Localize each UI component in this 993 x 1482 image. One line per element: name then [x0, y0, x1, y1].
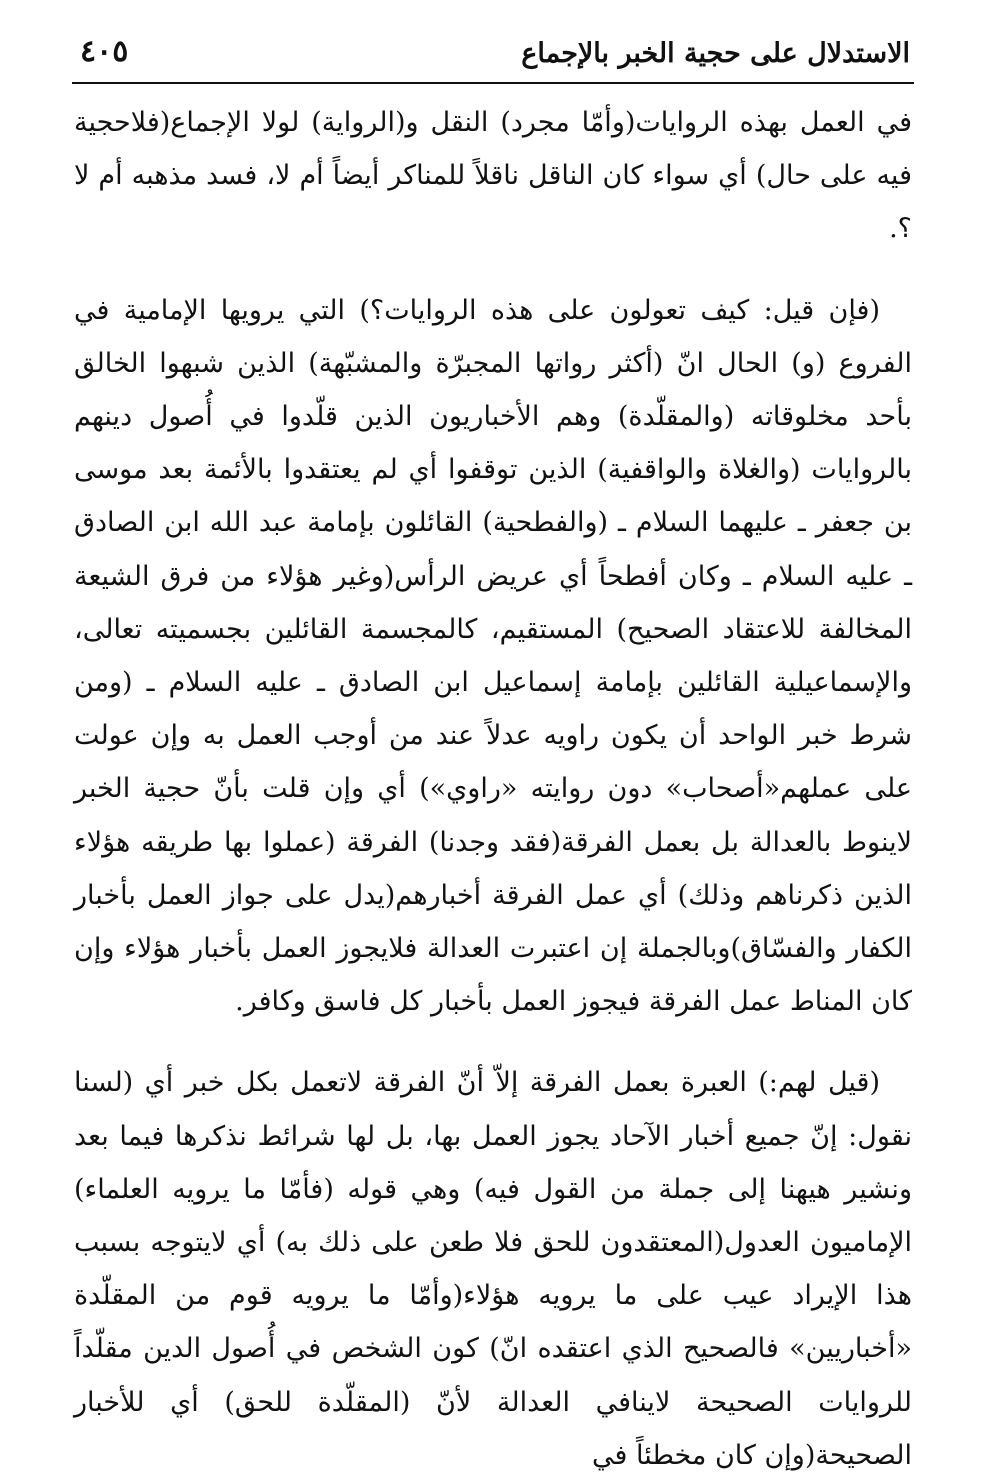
paragraph-1: في العمل بهذه الروايات(وأمّا مجرد) النقل و(الرواية) لولا الإجماع(فلاحجية فيه على حال) أي سواء كان الناقل ناقلاً للمناكر أيضاً أم لا، فسد مذهبه أم لا ؟.: [74, 107, 912, 245]
header-rule: [72, 82, 914, 84]
paragraph-spacer: [74, 1028, 912, 1056]
page-number: ٤٠٥: [80, 34, 129, 69]
page-header: [72, 30, 914, 94]
running-title: الاستدلال على حجية الخبر بالإجماع: [521, 38, 910, 69]
paragraph-2: (فإن قيل: كيف تعولون على هذه الروايات؟) التي يرويها الإمامية في الفروع (و) الحال انّ (أكثر رواتها المجبرّة والمشبّهة) الذين شبهوا الخالق بأحد مخلوقاته (والمقلّدة) وهم الأخباريون الذين قلّدوا في أُصول دينهم بالروايات (والغلاة والواقفية) الذين توقفوا أي لم يعتقدوا بالأئمة بعد موسى بن جعفر ـ عليهما السلام ـ (والفطحية) القائلون بإمامة عبد الله ابن الصادق ـ عليه السلام ـ وكان أفطحاً أي عريض الرأس(وغير هؤلاء من فرق الشيعة المخالفة للاعتقاد الصحيح) المستقيم، كالمجسمة القائلين بجسميته تعالى، والإسماعيلية القائلين بإمامة إسماعيل ابن الصادق ـ عليه السلام ـ (ومن شرط خبر الواحد أن يكون راويه عدلاً عند من أوجب العمل به وإن عولت على عملهم«أصحاب» دون روايته «راوي») أي وإن قلت بأنّ حجية الخبر لاينوط بالعدالة بل بعمل الفرقة(فقد وجدنا) الفرقة (عملوا بها طريقه هؤلاء الذين ذكرناهم وذلك) أي عمل الفرقة أخبارهم(يدل على جواز العمل بأخبار الكفار والفسّاق)وبالجملة إن اعتبرت العدالة فلايجوز العمل بأخبار هؤلاء وإن كان المناط عمل الفرقة فيجوز العمل بأخبار كل فاسق وكافر.: [74, 294, 912, 1018]
body-text: [74, 96, 912, 1482]
paragraph-3: (قيل لهم:) العبرة بعمل الفرقة إلاّ أنّ الفرقة لاتعمل بكل خبر أي (لسنا نقول: إنّ جميع أخبار الآحاد يجوز العمل بها، بل لها شرائط نذكرها فيما بعد ونشير هيهنا إلى جملة من القول فيه) وهي قوله (فأمّا ما يرويه العلماء) الإماميون العدول(المعتقدون للحق فلا طعن على ذلك به) أي لايتوجه بسبب هذا الإيراد عيب على ما يرويه هؤلاء(وأمّا ما يرويه قوم من المقلّدة «أخباريين» فالصحيح الذي اعتقده انّ) كون الشخص في أُصول الدين مقلّداً للروايات الصحيحة لاينافي العدالة لأنّ (المقلّدة للحق) أي للأخبار الصحيحة(وإن كان مخطئاً في: [74, 1067, 912, 1471]
paragraph-spacer: [74, 256, 912, 284]
